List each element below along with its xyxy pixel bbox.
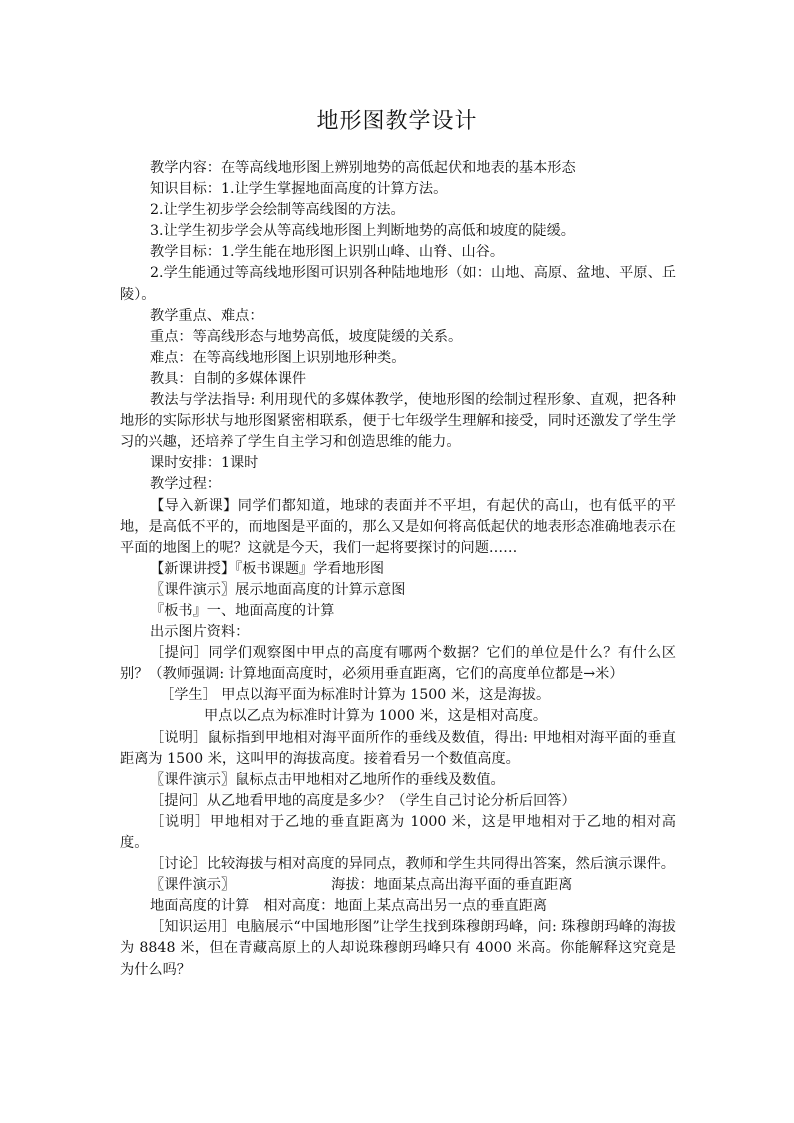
paragraph-board-writing: 『板书』一、地面高度的计算 xyxy=(150,602,335,619)
paragraph-key-point: 重点：等高线形态与地势高低，坡度陡缓的关系。 xyxy=(150,328,463,345)
paragraph-teaching-content: 教学内容：在等高线地形图上辨别地势的高低起伏和地表的基本形态 xyxy=(150,160,576,176)
paragraph-courseware-demo: 〖课件演示〗展示地面高度的计算示意图 xyxy=(150,581,406,598)
paragraph-teaching-goal-2: 2.学生能通过等高线地形图可识别各种陆地地形（如：山地、高原、盆地、平原、丘陵）。 xyxy=(120,265,676,303)
paragraph-teaching-goal-1: 教学目标：1.学生能在地形图上识别山峰、山脊、山谷。 xyxy=(150,244,505,261)
paragraph-courseware-click: 〖课件演示〗鼠标点击甲地相对乙地所作的垂线及数值。 xyxy=(150,771,505,788)
paragraph-difficult-point: 难点：在等高线地形图上识别地形种类。 xyxy=(150,349,406,366)
paragraph-explanation-2: ［说明］甲地相对于乙地的垂直距离为 1000 米，这是甲地相对于乙地的相对高度。 xyxy=(120,813,676,851)
paragraph-student-answer-2: 甲点以乙点为标准时计算为 1000 米，这是相对高度。 xyxy=(204,708,548,725)
paragraph-teaching-aids: 教具：自制的多媒体课件 xyxy=(150,370,307,387)
paragraph-new-lesson: 【新课讲授】『板书课题』学看地形图 xyxy=(150,560,385,577)
paragraph-process: 教学过程： xyxy=(150,476,221,493)
paragraph-key-points: 教学重点、难点： xyxy=(150,307,264,324)
paragraph-schedule: 课时安排：1课时 xyxy=(150,455,259,472)
paragraph-knowledge-application: ［知识运用］电脑展示“中国地形图”让学生找到珠穆朗玛峰，问: 珠穆朗玛峰的海拔为 8848 米，但在青藏高原上的人却说珠穆朗玛峰只有 4000 米高。你能解释这究竟是为什么吗？ xyxy=(120,919,676,978)
paragraph-demo-altitude xyxy=(120,875,676,896)
paragraph-methods: 教法与学法指导: 利用现代的多媒体教学，使地形图的绘制过程形象、直观，把各种地形的实际形状与地形图紧密相联系，便于七年级学生理解和接受，同时还激发了学生学习的兴趣，还培养了学生自主学习和创造思维的能力。 xyxy=(120,392,676,451)
paragraph-discussion: ［讨论］比较海拔与相对高度的异同点，教师和学生共同得出答案，然后演示课件。 xyxy=(150,856,675,873)
calc-label: 地面高度的计算 xyxy=(150,898,250,915)
relative-height-definition: 相对高度：地面上某点高出另一点的垂直距离 xyxy=(263,898,548,915)
document-body xyxy=(120,158,676,981)
demo-label: 〖课件演示〗 xyxy=(150,877,236,894)
paragraph-explanation-1: ［说明］鼠标指到甲地相对海平面所作的垂线及数值，得出: 甲地相对海平面的垂直距离为 1500 米，这叫甲的海拔高度。接着看另一个数值高度。 xyxy=(120,729,676,767)
paragraph-knowledge-goal-2: 2.让学生初步学会绘制等高线图的方法。 xyxy=(150,202,405,219)
document-title: 地形图教学设计 xyxy=(316,109,478,134)
paragraph-knowledge-goal-1: 知识目标：1.让学生掌握地面高度的计算方法。 xyxy=(150,181,448,198)
paragraph-knowledge-goal-3: 3.让学生初步学会从等高线地形图上判断地势的高低和坡度的陡缓。 xyxy=(150,223,575,240)
paragraph-introduction: 【导入新课】同学们都知道，地球的表面并不平坦，有起伏的高山，也有低平的平地，是高低不平的，而地图是平面的，那么又是如何将高低起伏的地表形态准确地表示在平面的地图上的呢？这就是今天，我们一起将要探讨的问题…… xyxy=(120,497,676,556)
altitude-definition: 海拔：地面某点高出海平面的垂直距离 xyxy=(331,877,573,894)
paragraph-relative-height xyxy=(120,896,676,917)
paragraph-question-1: ［提问］同学们观察图中甲点的高度有哪两个数据？它们的单位是什么？有什么区别？（教师强调: 计算地面高度时，必须用垂直距离，它们的高度单位都是→米） xyxy=(120,645,676,683)
paragraph-student-answer-1: ［学生］ 甲点以海平面为标准时计算为 1500 米，这是海拔。 xyxy=(160,687,551,704)
paragraph-question-2: ［提问］从乙地看甲地的高度是多少？（学生自己讨论分析后回答） xyxy=(150,792,576,809)
paragraph-show-pictures: 出示图片资料： xyxy=(150,624,250,641)
